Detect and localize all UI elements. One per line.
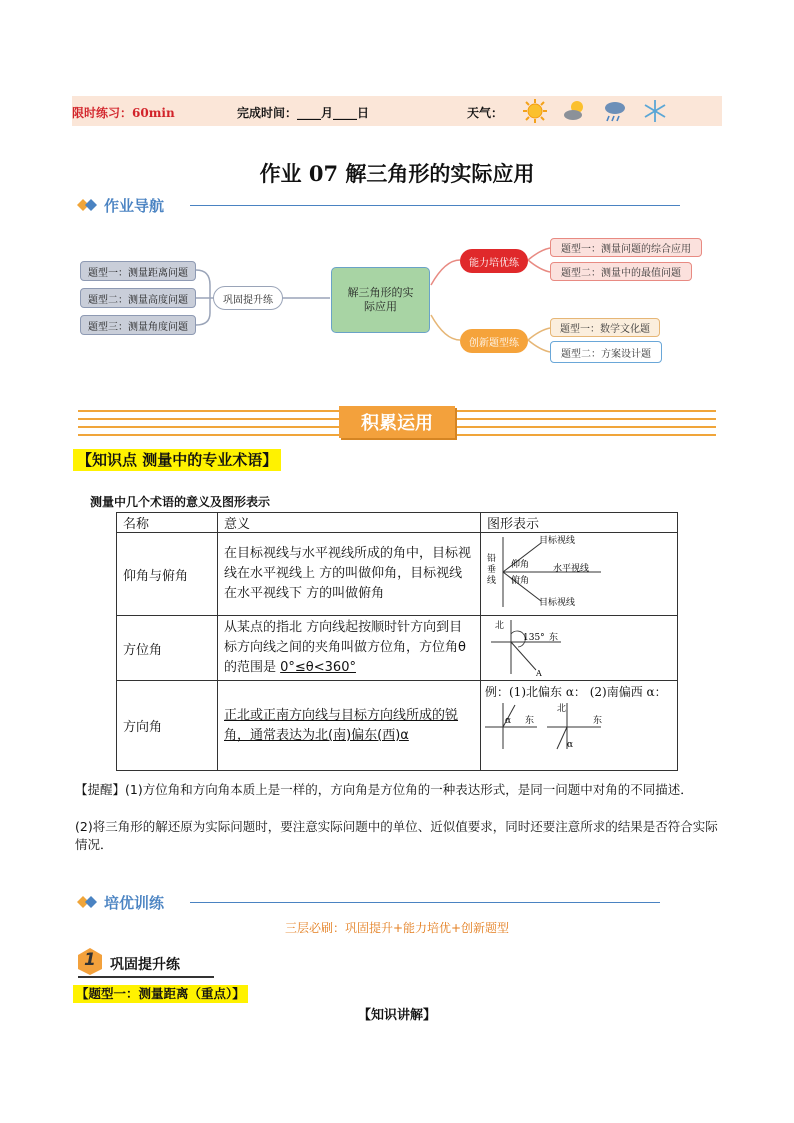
- col-header-meaning: 意义: [218, 513, 481, 533]
- left-item-2: 题型二：测量高度问题: [80, 288, 196, 308]
- right-top-hub: 能力培优练: [460, 249, 528, 273]
- term-name: 方位角: [117, 616, 218, 681]
- bearing-figure: [481, 616, 678, 681]
- table-caption: 测量中几个术语的意义及图形表示: [90, 495, 271, 509]
- page-title: 作业 07 解三角形的实际应用: [259, 161, 535, 186]
- double-chevron-icon: [76, 198, 98, 212]
- target-bottom-label: 目标视线: [539, 598, 576, 608]
- banner-title: 积累运用: [339, 406, 455, 438]
- east-label-2: 东: [593, 716, 603, 726]
- right-top-item-2: 题型二：测量中的最值问题: [550, 262, 692, 281]
- elevation-label: 仰角: [511, 560, 530, 570]
- tip-2: (2)将三角形的解还原为实际问题时，要注意实际问题中的单位、近似值要求，同时还要注意所求的结果是否符合实际情况．: [75, 819, 718, 852]
- train-heading: 培优训练: [104, 894, 165, 912]
- terms-table: [116, 512, 678, 771]
- partly-cloudy-icon: [562, 98, 588, 124]
- rain-icon: [602, 98, 628, 124]
- horizontal-label: 水平视线: [553, 564, 590, 574]
- left-item-1: 题型一：测量距离问题: [80, 261, 196, 281]
- table-row: [117, 616, 678, 681]
- term-meaning: 正北或正南方向线与目标方向线所成的锐 角，通常表达为北(南)偏东(西)α: [218, 681, 481, 771]
- train-subtitle: 三层必刷：巩固提升+能力培优+创新题型: [284, 921, 510, 935]
- snowflake-icon: [642, 98, 668, 124]
- term-meaning: 从某点的指北 方向线起按顺时针方向到目标方向线之间的夹角叫做方位角，方位角θ的范围是 0°≤θ<360°: [218, 616, 481, 681]
- sun-icon: [522, 98, 548, 124]
- table-row: [117, 533, 678, 616]
- train-divider: [190, 902, 660, 903]
- direction-figure: [481, 681, 678, 771]
- elevation-figure: [481, 533, 678, 616]
- right-top-item-1: 题型一：测量问题的综合应用: [550, 238, 702, 257]
- angle-label: 135°: [523, 633, 545, 643]
- east-label: 东: [549, 633, 559, 643]
- right-bottom-hub: 创新题型练: [460, 329, 528, 353]
- knowledge-explain: 【知识讲解】: [357, 1008, 436, 1023]
- level-underline: [78, 976, 214, 978]
- right-bottom-item-2: 题型二：方案设计题: [550, 341, 662, 363]
- time-limit: 限时练习：60min: [72, 106, 175, 120]
- knowledge-title: 【知识点 测量中的专业术语】: [73, 449, 281, 471]
- east-label-1: 东: [525, 716, 535, 726]
- level-label: 巩固提升练: [110, 957, 180, 973]
- north-label-2: 北: [557, 704, 567, 714]
- nav-heading: 作业导航: [104, 197, 165, 215]
- right-bottom-item-1: 题型一：数学文化题: [550, 318, 660, 337]
- center-node: 解三角形的实际应用: [331, 267, 430, 333]
- level-number: 1: [84, 950, 96, 970]
- north-label: 北: [495, 621, 505, 631]
- header-band: [72, 96, 722, 126]
- direction-example: 例：(1)北偏东 α： (2)南偏西 α：: [485, 685, 667, 699]
- depression-label: 俯角: [511, 576, 530, 586]
- col-header-figure: 图形表示: [481, 513, 678, 533]
- left-hub: 巩固提升练: [213, 286, 283, 310]
- tip-1: 【提醒】(1)方位角和方向角本质上是一样的，方向角是方位角的一种表达形式，是同一问题中对角的不同描述．: [75, 782, 693, 797]
- finish-time: 完成时间：____月____日: [237, 106, 370, 120]
- type-tag: 【题型一：测量距离（重点）】: [73, 985, 248, 1003]
- alpha-label-1: α: [505, 716, 512, 726]
- vertical-line-label: 铅垂线: [487, 554, 497, 586]
- term-name: 方向角: [117, 681, 218, 771]
- double-chevron-icon: [76, 895, 98, 909]
- alpha-label-2: α: [567, 740, 574, 750]
- point-a-label: A: [536, 669, 542, 676]
- weather-label: 天气：: [467, 106, 504, 120]
- target-top-label: 目标视线: [539, 536, 576, 546]
- nav-divider: [190, 205, 680, 206]
- table-row: [117, 681, 678, 771]
- term-name: 仰角与俯角: [117, 533, 218, 616]
- left-item-3: 题型三：测量角度问题: [80, 315, 196, 335]
- term-meaning: 在目标视线与水平视线所成的角中，目标视线在水平视线上 方的叫做仰角，目标视线在水平视线下 方的叫做俯角: [218, 533, 481, 616]
- col-header-name: 名称: [117, 513, 218, 533]
